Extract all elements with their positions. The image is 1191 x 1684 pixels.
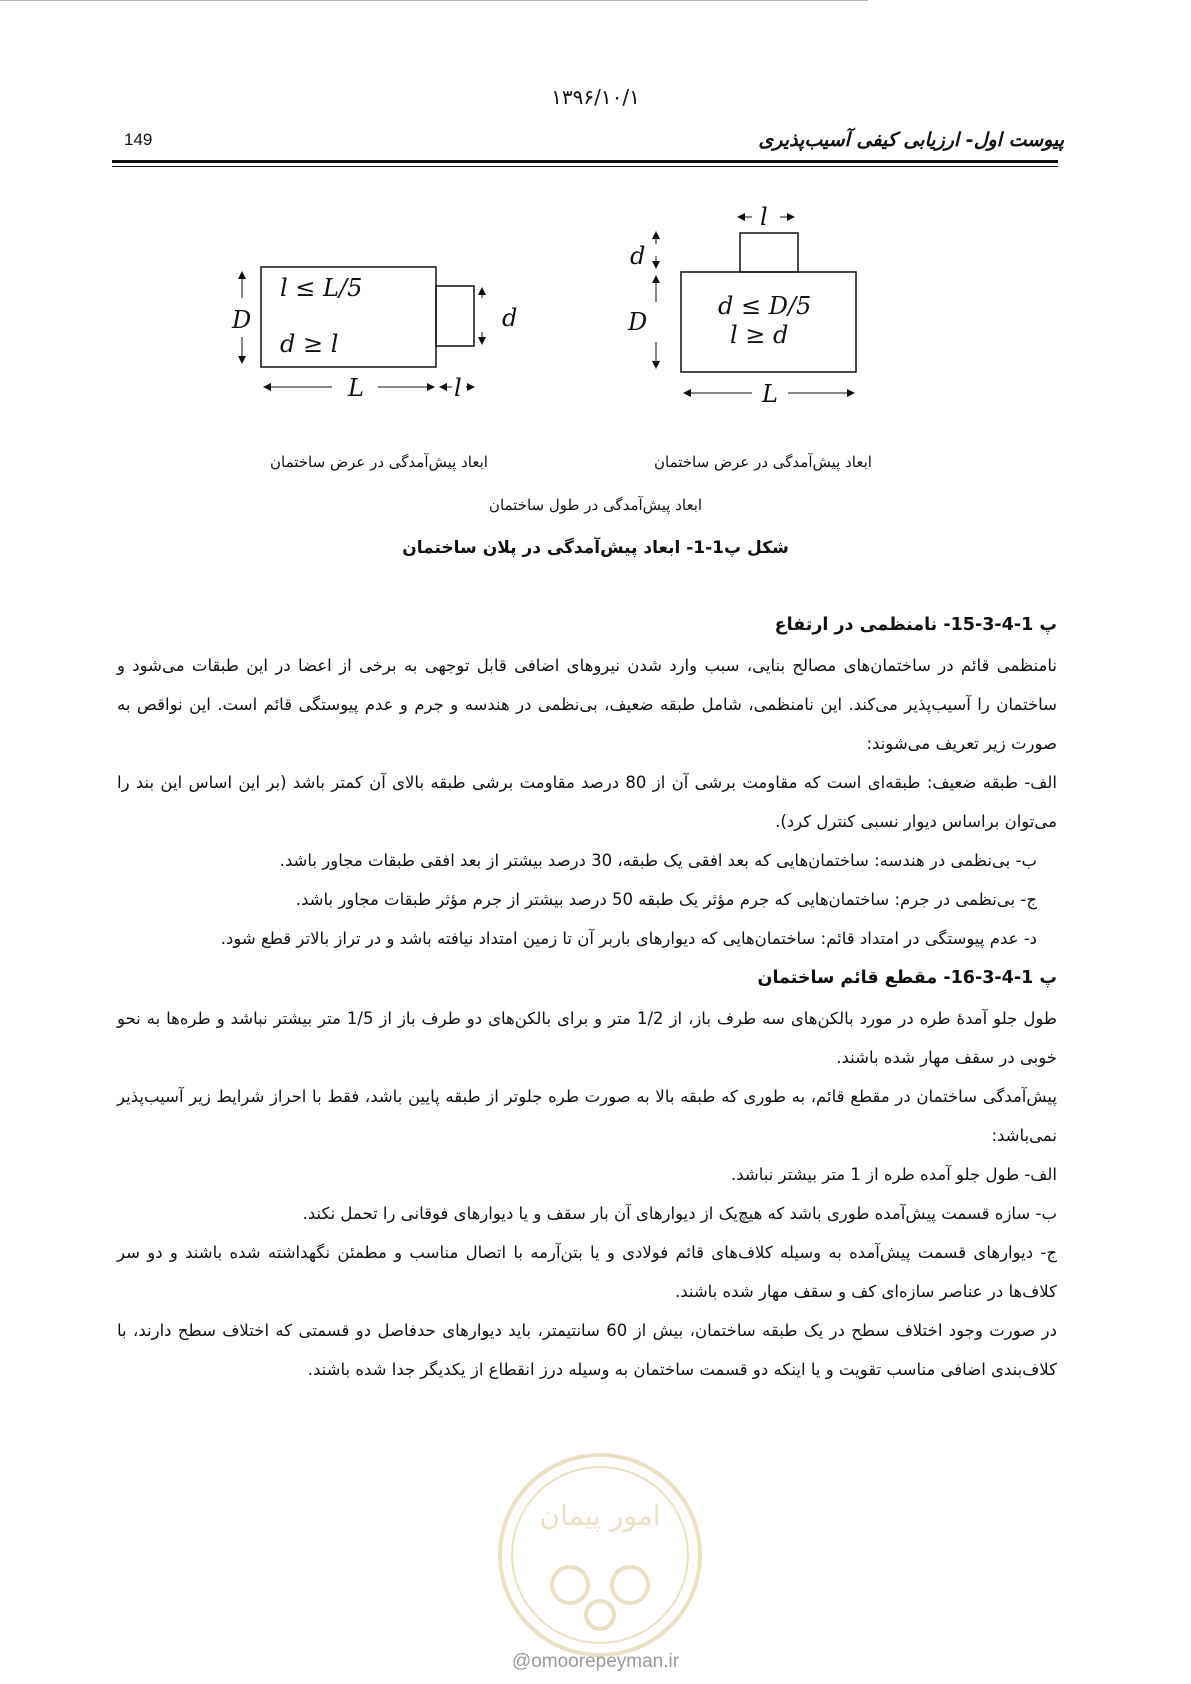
watermark-seal — [490, 1445, 710, 1675]
watermark-seal-icon — [490, 1445, 710, 1675]
section-heading-vertical-irregularity: پ 1-4-3-15- نامنظمی در ارتفاع — [774, 615, 1057, 635]
paragraph: در صورت وجود اختلاف سطح در یک طبقه ساختمان، بیش از 60 سانتیمتر، باید دیوارهای حدفاصل دو قسمتی که اختلاف سطح دارند، با کلاف‌بندی اضافی مناسب تقویت و یا اینکه دو قسمت ساختمان به وسیله درز انقطاع از یکدیگر جدا شده باشند. — [117, 1321, 1057, 1379]
watermark-text: امور پیمان — [539, 1499, 661, 1532]
top-divider — [0, 0, 868, 1]
running-title: پیوست اول- ارزیابی کیفی آسیب‌پذیری — [758, 129, 1064, 151]
label-L-right: L — [762, 380, 778, 408]
list-item: ج- بی‌نظمی در جرم: ساختمان‌هایی که جرم مؤثر یک طبقه 50 درصد بیشتر از جرم مؤثر طبقات مجاور باشد. — [295, 890, 1037, 909]
page-number: 149 — [124, 130, 153, 149]
header-rule-thick — [112, 160, 1058, 163]
label-d-right: d — [630, 242, 646, 270]
label-d-left: d — [502, 304, 518, 332]
figure-diagrams — [220, 200, 940, 440]
caption-right: ابعاد پیش‌آمدگی در عرض ساختمان — [654, 453, 872, 471]
list-item: د- عدم پیوستگی در امتداد قائم: ساختمان‌هایی که دیوارهای باربر آن تا زمین امتداد نیافته باشد و در تراز بالاتر قطع شود. — [220, 929, 1037, 948]
label-D-right: D — [628, 308, 648, 336]
left-diagram — [231, 267, 517, 402]
list-item: الف- طول جلو آمده طره از 1 متر بیشتر نباشد. — [731, 1165, 1057, 1184]
page-date: ۱۳۹۶/۱۰/۱ — [551, 85, 640, 109]
caption-left: ابعاد پیش‌آمدگی در عرض ساختمان — [270, 453, 488, 471]
label-d-ge-l: d ≥ l — [280, 330, 339, 358]
list-item: ج- دیوارهای قسمت پیش‌آمده به وسیله کلاف‌های قائم فولادی و یا بتن‌آرمه با اتصال مناسب و مطمئن نگهداشته شده باشند و دو سر کلاف‌ها در عناصر سازه‌ای کف و سقف مهار شده باشند. — [117, 1243, 1057, 1301]
label-d-le-D5: d ≤ D/5 — [718, 292, 812, 320]
list-item: الف- طبقه ضعیف: طبقه‌ای است که مقاومت برشی آن از 80 درصد مقاومت برشی طبقه بالای آن کمتر باشد (بر این اساس این بند را می‌توان براساس دیوار نسبی کنترل کرد). — [117, 773, 1057, 831]
paragraph: طول جلو آمدۀ طره در مورد بالکن‌های سه طرف باز، از 1/2 متر و برای بالکن‌های دو طرف باز از 1/5 متر بیشتر نباشد و طره‌ها به نحو خوبی در سقف مهار شده باشند. — [117, 1009, 1057, 1067]
label-l-ge-d: l ≥ d — [730, 321, 789, 349]
label-l-right: l — [760, 203, 768, 231]
section-heading-vertical-section: پ 1-4-3-16- مقطع قائم ساختمان — [757, 968, 1057, 988]
figure-title: شکل پ1-1- ابعاد پیش‌آمدگی در پلان ساختمان — [402, 538, 789, 558]
body-content — [117, 605, 1057, 1389]
header-rule-thin — [112, 166, 1058, 167]
right-diagram — [627, 203, 856, 408]
label-l-le-L5: l ≤ L/5 — [280, 274, 363, 302]
plan-projection-figure — [220, 200, 940, 440]
caption-middle: ابعاد پیش‌آمدگی در طول ساختمان — [488, 496, 703, 514]
list-item: ب- سازه قسمت پیش‌آمده طوری باشد که هیچ‌یک از دیوارهای آن بار سقف و یا دیوارهای فوقانی را تحمل نکند. — [302, 1204, 1057, 1223]
projection-rect-right — [740, 233, 798, 272]
watermark-site: @omoorepeyman.ir — [511, 1651, 680, 1672]
paragraph: نامنظمی قائم در ساختمان‌های مصالح بنایی، سبب وارد شدن نیروهای اضافی قابل توجهی به برخی از اعضا در این طبقات می‌شود و ساختمان را آسیب‌پذیر می‌کند. این نامنظمی، شامل طبقه ضعیف، بی‌نظمی در هندسه و جرم و عدم پیوستگی قائم است. این نواقص به صورت زیر تعریف می‌شوند: — [117, 656, 1057, 753]
list-item: ب- بی‌نظمی در هندسه: ساختمان‌هایی که بعد افقی یک طبقه، 30 درصد بیشتر از بعد افقی طبقات مجاور باشد. — [279, 851, 1037, 870]
label-D-left: D — [232, 306, 252, 334]
label-l-left: l — [454, 374, 462, 402]
projection-rect — [436, 286, 474, 346]
label-L-left: L — [348, 374, 364, 402]
paragraph: پیش‌آمدگی ساختمان در مقطع قائم، به طوری که طبقه بالا به صورت طره جلوتر از طبقه پایین باشد، فقط با احراز شرایط زیر آسیب‌پذیر نمی‌باشد: — [117, 1087, 1057, 1145]
